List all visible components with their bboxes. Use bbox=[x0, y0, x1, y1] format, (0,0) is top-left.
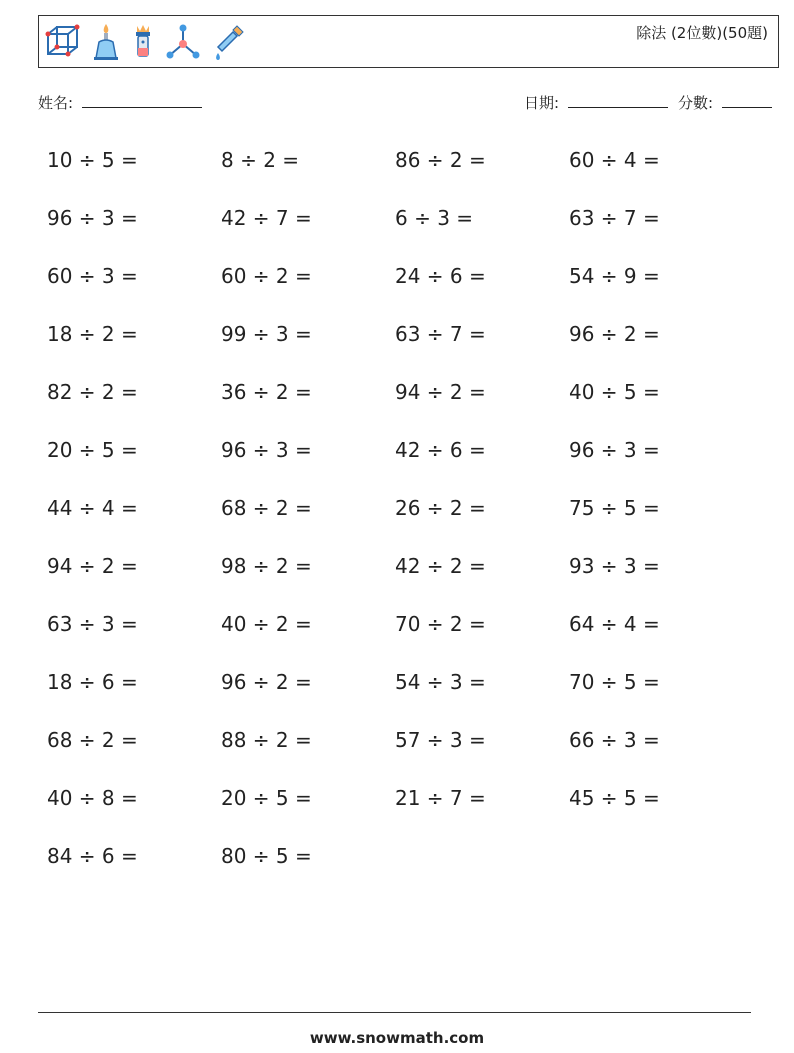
division-problem: 63 ÷ 3 = bbox=[47, 612, 138, 636]
score-blank[interactable] bbox=[722, 93, 772, 108]
burner-icon bbox=[91, 22, 121, 62]
division-problem: 98 ÷ 2 = bbox=[221, 554, 312, 578]
dropper-icon bbox=[211, 22, 247, 62]
date-blank[interactable] bbox=[568, 93, 668, 108]
footer-site: www.snowmath.com bbox=[309, 1029, 485, 1047]
date-field bbox=[524, 92, 668, 113]
division-problem: 42 ÷ 7 = bbox=[221, 206, 312, 230]
division-problem: 64 ÷ 4 = bbox=[569, 612, 660, 636]
footer-divider bbox=[38, 1012, 751, 1013]
test-tube-icon bbox=[131, 22, 155, 62]
division-problem: 24 ÷ 6 = bbox=[395, 264, 486, 288]
division-problem: 18 ÷ 2 = bbox=[47, 322, 138, 346]
division-problem: 21 ÷ 7 = bbox=[395, 786, 486, 810]
division-problem: 26 ÷ 2 = bbox=[395, 496, 486, 520]
icon-strip bbox=[45, 20, 247, 64]
division-problem: 20 ÷ 5 = bbox=[221, 786, 312, 810]
division-problem: 99 ÷ 3 = bbox=[221, 322, 312, 346]
division-problem: 44 ÷ 4 = bbox=[47, 496, 138, 520]
name-label: 姓名: bbox=[38, 94, 74, 112]
division-problem: 94 ÷ 2 = bbox=[47, 554, 138, 578]
division-problem: 6 ÷ 3 = bbox=[395, 206, 474, 230]
name-field bbox=[38, 92, 202, 113]
division-problem: 40 ÷ 5 = bbox=[569, 380, 660, 404]
division-problem: 80 ÷ 5 = bbox=[221, 844, 312, 868]
division-problem: 63 ÷ 7 = bbox=[395, 322, 486, 346]
molecule-icon bbox=[165, 22, 201, 62]
division-problem: 84 ÷ 6 = bbox=[47, 844, 138, 868]
division-problem: 60 ÷ 3 = bbox=[47, 264, 138, 288]
division-problem: 40 ÷ 2 = bbox=[221, 612, 312, 636]
division-problem: 68 ÷ 2 = bbox=[221, 496, 312, 520]
division-problem: 96 ÷ 3 = bbox=[221, 438, 312, 462]
division-problem: 96 ÷ 3 = bbox=[47, 206, 138, 230]
score-field bbox=[678, 92, 772, 113]
division-problem: 8 ÷ 2 = bbox=[221, 148, 300, 172]
division-problem: 40 ÷ 8 = bbox=[47, 786, 138, 810]
cube-icon bbox=[45, 24, 81, 60]
division-problem: 36 ÷ 2 = bbox=[221, 380, 312, 404]
division-problem: 57 ÷ 3 = bbox=[395, 728, 486, 752]
division-problem: 54 ÷ 3 = bbox=[395, 670, 486, 694]
division-problem: 68 ÷ 2 = bbox=[47, 728, 138, 752]
division-problem: 96 ÷ 3 = bbox=[569, 438, 660, 462]
division-problem: 60 ÷ 2 = bbox=[221, 264, 312, 288]
division-problem: 45 ÷ 5 = bbox=[569, 786, 660, 810]
division-problem: 10 ÷ 5 = bbox=[47, 148, 138, 172]
division-problem: 18 ÷ 6 = bbox=[47, 670, 138, 694]
division-problem: 54 ÷ 9 = bbox=[569, 264, 660, 288]
division-problem: 82 ÷ 2 = bbox=[47, 380, 138, 404]
division-problem: 93 ÷ 3 = bbox=[569, 554, 660, 578]
division-problem: 70 ÷ 5 = bbox=[569, 670, 660, 694]
division-problem: 42 ÷ 6 = bbox=[395, 438, 486, 462]
division-problem: 88 ÷ 2 = bbox=[221, 728, 312, 752]
worksheet-header bbox=[38, 15, 779, 68]
division-problem: 42 ÷ 2 = bbox=[395, 554, 486, 578]
division-problem: 20 ÷ 5 = bbox=[47, 438, 138, 462]
division-problem: 70 ÷ 2 = bbox=[395, 612, 486, 636]
division-problem: 60 ÷ 4 = bbox=[569, 148, 660, 172]
division-problem: 96 ÷ 2 = bbox=[569, 322, 660, 346]
division-problem: 96 ÷ 2 = bbox=[221, 670, 312, 694]
score-label: 分數: bbox=[678, 94, 714, 112]
worksheet-title: 除法 (2位數)(50題) bbox=[636, 24, 768, 42]
date-label: 日期: bbox=[524, 94, 560, 112]
division-problem: 75 ÷ 5 = bbox=[569, 496, 660, 520]
name-blank[interactable] bbox=[82, 93, 202, 108]
division-problem: 66 ÷ 3 = bbox=[569, 728, 660, 752]
division-problem: 86 ÷ 2 = bbox=[395, 148, 486, 172]
division-problem: 94 ÷ 2 = bbox=[395, 380, 486, 404]
division-problem: 63 ÷ 7 = bbox=[569, 206, 660, 230]
